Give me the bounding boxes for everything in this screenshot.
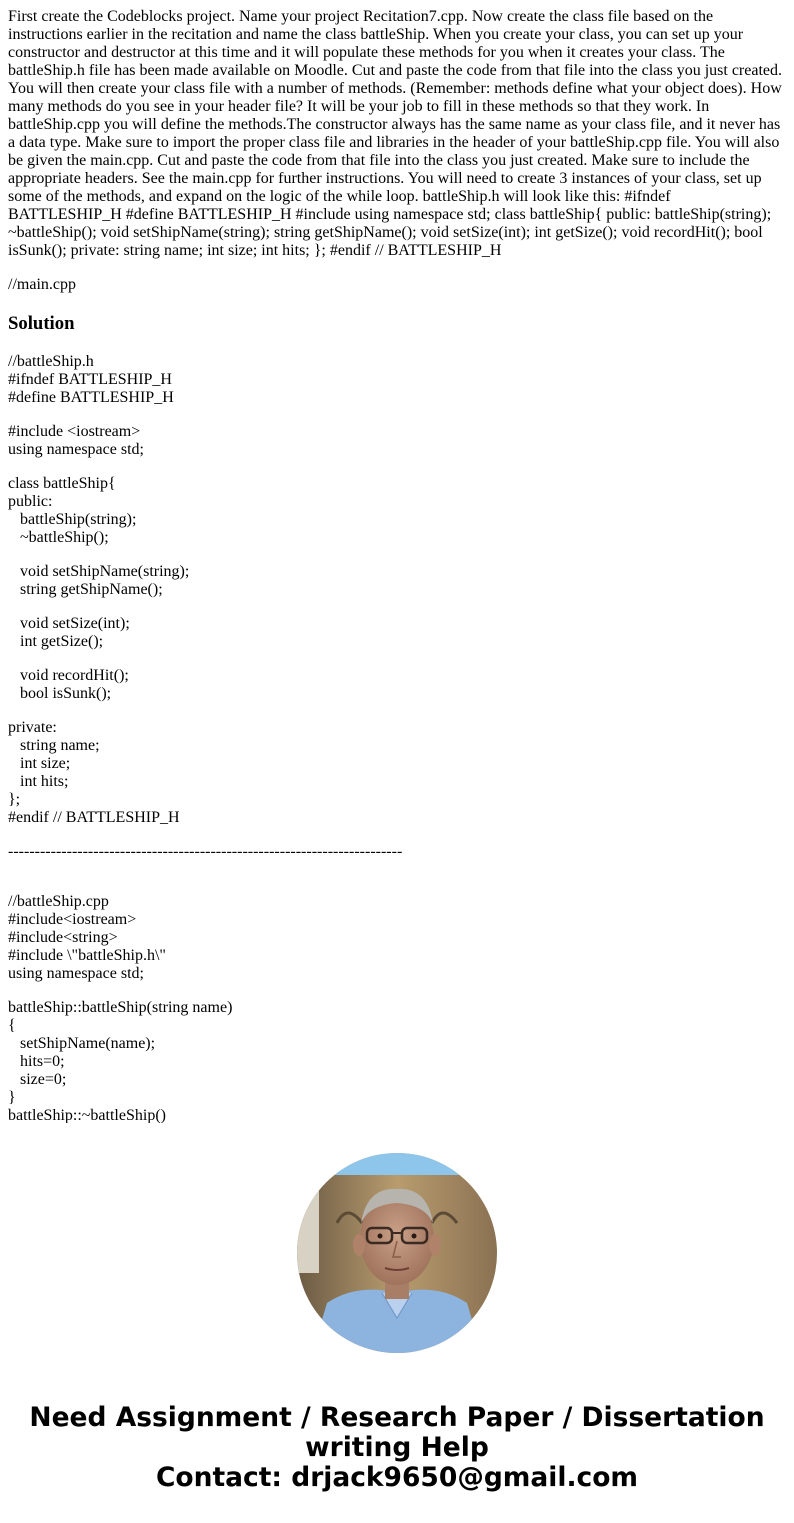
- footer-line-3: Contact: drjack9650@gmail.com: [155, 1462, 639, 1493]
- code-line: setShipName(name);: [8, 1035, 156, 1052]
- code-line: };: [8, 791, 21, 808]
- code-line: public:: [8, 493, 53, 510]
- code-line: private:: [8, 719, 57, 736]
- code-line: //battleShip.h: [8, 353, 94, 370]
- code-line: using namespace std;: [8, 965, 144, 982]
- code-line: string getShipName();: [8, 581, 163, 598]
- code-line: hits=0;: [8, 1053, 65, 1070]
- code-line: [8, 983, 786, 999]
- footer-line-1: Need Assignment / Research Paper / Dissertation: [29, 1402, 765, 1433]
- code-line: #include<string>: [8, 929, 118, 946]
- code-line: ~battleShip();: [8, 529, 109, 546]
- code-line: int getSize();: [8, 633, 104, 650]
- code-line: [8, 651, 786, 667]
- code-line: class battleShip{: [8, 475, 116, 492]
- code-line: int size;: [8, 755, 71, 772]
- code-line: battleShip::battleShip(string name): [8, 999, 233, 1016]
- author-photo-icon: [297, 1153, 497, 1353]
- code-line: }: [8, 1089, 16, 1106]
- code-line: void setShipName(string);: [8, 563, 190, 580]
- footer-contact: [0, 1403, 794, 1493]
- code-line: #ifndef BATTLESHIP_H: [8, 371, 172, 388]
- code-line: [8, 599, 786, 615]
- question-text: First create the Codeblocks project. Name your project Recitation7.cpp. Now create the class file based on the instructions earlier in the recitation and name the class battleShip. When you create your class, you can set up your constructor and destructor at this time and it will populate these methods for you when it creates your class. The battleShip.h file has been made available on Moodle. Cut and paste the code from that file into the class you just created. You will then create your class file with a number of methods. (Remember: methods define what your object does). How many methods do you see in your header file? It will be your job to fill in these methods so that they work. In battleShip.cpp you will define the methods.The constructor always has the same name as your class file, and it never has a data type. Make sure to import the proper class file and libraries in the header of your battleShip.cpp file. You will also be given the main.cpp. Cut and paste the code from that file into the class you just created. Make sure to include the appropriate headers. See the main.cpp for further instructions. You will need to create 3 instances of your class, set up some of the methods, and expand on the logic of the while loop. battleShip.h will look like this: #ifndef BATTLESHIP_H #define BATTLESHIP_H #include using namespace std; class battleShip{ public: battleShip(string); ~battleShip(); void setShipName(string); string getShipName(); void setSize(int); int getSize(); void recordHit(); bool isSunk(); private: string name; int size; int hits; }; #endif // BATTLESHIP_H: [8, 8, 782, 259]
- code-line: string name;: [8, 737, 100, 754]
- author-avatar: [297, 1153, 497, 1353]
- code-line: [8, 827, 786, 843]
- code-line: #include<iostream>: [8, 911, 137, 928]
- code-line: void setSize(int);: [8, 615, 130, 632]
- main-cpp-label: //main.cpp: [8, 276, 76, 293]
- code-line: int hits;: [8, 773, 69, 790]
- code-line: [8, 861, 786, 877]
- code-line: #include \"battleShip.h\": [8, 947, 166, 964]
- code-line: #endif // BATTLESHIP_H: [8, 809, 180, 826]
- code-line: void recordHit();: [8, 667, 129, 684]
- code-line: --------------------------------------------------------------------------: [8, 843, 403, 860]
- code-line: using namespace std;: [8, 441, 144, 458]
- code-line: bool isSunk();: [8, 685, 112, 702]
- code-line: #include <iostream>: [8, 423, 141, 440]
- code-line: #define BATTLESHIP_H: [8, 389, 174, 406]
- code-line: [8, 459, 786, 475]
- code-line: [8, 703, 786, 719]
- code-line: battleShip::~battleShip(): [8, 1107, 166, 1123]
- solution-code-block: [8, 353, 786, 1123]
- code-line: [8, 877, 786, 893]
- code-line: battleShip(string);: [8, 511, 137, 528]
- code-line: {: [8, 1017, 16, 1034]
- footer-line-2: writing Help: [305, 1432, 489, 1463]
- solution-heading: Solution: [8, 313, 75, 334]
- code-line: //battleShip.cpp: [8, 893, 109, 910]
- code-line: [8, 407, 786, 423]
- code-line: [8, 547, 786, 563]
- code-line: size=0;: [8, 1071, 67, 1088]
